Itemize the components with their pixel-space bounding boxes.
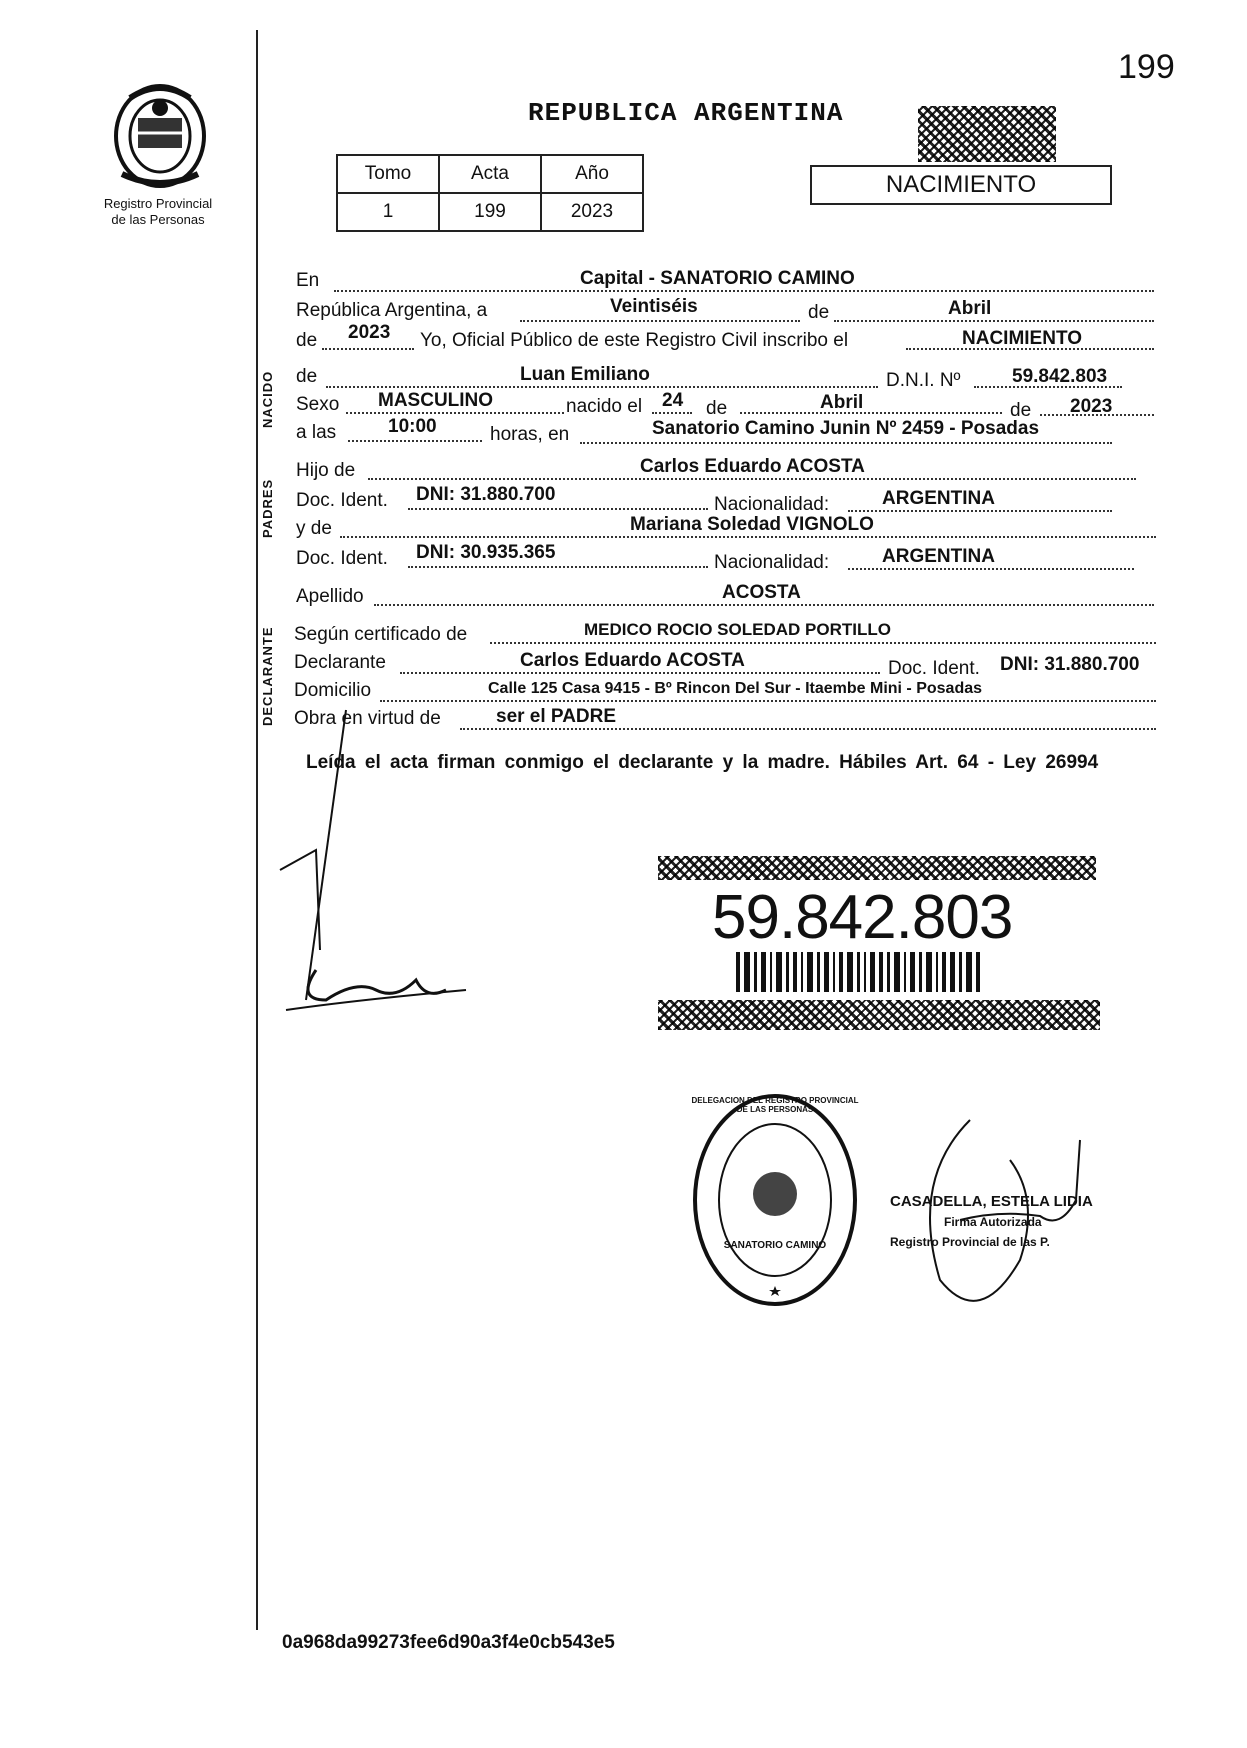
- dots-row9: [340, 536, 1156, 538]
- value-anio: 2023: [348, 322, 391, 343]
- dots-row12: [490, 642, 1156, 644]
- value-apellido: ACOSTA: [722, 582, 801, 603]
- value-nombre: Luan Emiliano: [520, 364, 650, 385]
- dots-row10b: [848, 568, 1134, 570]
- label-doc-ident1: Doc. Ident.: [296, 490, 388, 511]
- label-en: En: [296, 270, 320, 291]
- value-declarante-doc: DNI: 31.880.700: [1000, 654, 1140, 675]
- dots-row6b: [580, 442, 1112, 444]
- dots-row11: [374, 604, 1154, 606]
- declarant-signature: [276, 700, 476, 1020]
- label-obra: Obra en virtud de: [294, 708, 441, 729]
- label-republica: República Argentina, a: [296, 300, 488, 321]
- section-declarante: DECLARANTE: [260, 626, 275, 726]
- value-lugar-nac: Sanatorio Camino Junin Nº 2459 - Posadas: [652, 418, 1040, 439]
- registry-name: [88, 196, 228, 228]
- label-yo-oficial: Yo, Oficial Público de este Registro Civil inscribo el: [420, 330, 849, 351]
- dots-row5b: [652, 412, 692, 414]
- dots-row3a: [322, 348, 414, 350]
- value-acta: 199: [439, 193, 541, 231]
- dots-row14: [380, 700, 1156, 702]
- section-nacido: NACIDO: [260, 370, 275, 428]
- official-block: [890, 1192, 1093, 1252]
- value-lugar: Capital - SANATORIO CAMINO: [580, 268, 855, 289]
- value-declarante: Carlos Eduardo ACOSTA: [520, 650, 745, 671]
- dots-row7: [368, 478, 1136, 480]
- dni-label-number: 59.842.803: [712, 883, 1013, 952]
- dots-row8b: [848, 510, 1112, 512]
- label-nacionalidad2: Nacionalidad:: [714, 552, 830, 573]
- value-sexo: MASCULINO: [378, 390, 494, 411]
- stamp-outer-text: DELEGACION DEL REGISTRO PROVINCIAL DE LAS PERSONAS: [691, 1096, 859, 1114]
- country-title: REPUBLICA ARGENTINA: [528, 98, 844, 128]
- dni-label-pattern-top: [658, 856, 1096, 880]
- value-anio: 2023: [541, 193, 643, 231]
- value-dni: 59.842.803: [1012, 366, 1108, 387]
- label-de-anio: de: [1010, 400, 1032, 421]
- label-segun-cert: Según certificado de: [294, 624, 468, 645]
- label-nacido-el: nacido el: [566, 396, 643, 417]
- value-dia-nac: 24: [662, 390, 684, 411]
- dots-row5a: [346, 412, 564, 414]
- shield-icon: [100, 78, 220, 190]
- value-anio-nac: 2023: [1070, 396, 1113, 417]
- value-padre-doc: DNI: 31.880.700: [416, 484, 556, 505]
- label-dni: D.N.I. Nº: [886, 370, 961, 391]
- header-tomo: Tomo: [337, 155, 439, 193]
- value-domicilio: Calle 125 Casa 9415 - Bº Rincon Del Sur - Itaembe Mini - Posadas: [488, 680, 983, 697]
- dots-row15: [460, 728, 1156, 730]
- label-apellido: Apellido: [296, 586, 364, 607]
- label-declarante: Declarante: [294, 652, 386, 673]
- label-doc-ident2: Doc. Ident.: [296, 548, 388, 569]
- official-line2: Firma Autorizada: [944, 1215, 1042, 1229]
- label-doc-ident3: Doc. Ident.: [888, 658, 980, 679]
- security-seal: [918, 106, 1056, 162]
- value-madre: Mariana Soledad VIGNOLO: [630, 514, 874, 535]
- value-certificado: MEDICO ROCIO SOLEDAD PORTILLO: [584, 620, 891, 639]
- label-a-las: a las: [296, 422, 337, 443]
- value-madre-doc: DNI: 30.935.365: [416, 542, 556, 563]
- registry-logo: [100, 78, 220, 190]
- label-de-nombre: de: [296, 366, 318, 387]
- value-mes-nac: Abril: [820, 392, 864, 413]
- label-nacionalidad1: Nacionalidad:: [714, 494, 830, 515]
- section-padres: PADRES: [260, 478, 275, 538]
- value-dia: Veintiséis: [610, 296, 698, 317]
- act-type-box: NACIMIENTO: [810, 165, 1112, 205]
- margin-line: [256, 30, 258, 1630]
- value-padre: Carlos Eduardo ACOSTA: [640, 456, 865, 477]
- label-sexo: Sexo: [296, 394, 340, 415]
- value-obra: ser el PADRE: [496, 706, 617, 727]
- label-de2: de: [296, 330, 318, 351]
- dots-row6a: [348, 440, 482, 442]
- dots-row8a: [408, 508, 708, 510]
- dots-row1: [334, 290, 1154, 292]
- label-horas-en: horas, en: [490, 424, 570, 445]
- page-number: 199: [1118, 48, 1175, 86]
- stamp-icon: [690, 1090, 860, 1310]
- official-stamp: [690, 1090, 860, 1310]
- official-line3: Registro Provincial de las P.: [890, 1235, 1050, 1249]
- record-table: [336, 154, 644, 232]
- dots-row10a: [408, 566, 708, 568]
- dots-row5c: [740, 412, 1002, 414]
- dni-label-pattern-bottom: [658, 1000, 1100, 1030]
- dots-row2a: [520, 320, 800, 322]
- label-domicilio: Domicilio: [294, 680, 372, 701]
- registry-name-line1: Registro Provincial: [103, 196, 213, 211]
- dots-row2b: [834, 320, 1154, 322]
- value-mes: Abril: [948, 298, 992, 319]
- value-tomo: 1: [337, 193, 439, 231]
- label-y-de: y de: [296, 518, 332, 539]
- barcode-icon: [736, 952, 984, 992]
- registry-name-line2: de las Personas: [111, 212, 205, 227]
- label-hijo-de: Hijo de: [296, 460, 356, 481]
- document-hash: 0a968da99273fee6d90a3f4e0cb543e5: [282, 1632, 615, 1653]
- header-anio: Año: [541, 155, 643, 193]
- stamp-inner-text: SANATORIO CAMINO: [723, 1240, 827, 1251]
- header-acta: Acta: [439, 155, 541, 193]
- label-de1: de: [808, 302, 830, 323]
- dots-row13a: [400, 672, 880, 674]
- value-tipo: NACIMIENTO: [962, 328, 1082, 349]
- dots-row4a: [326, 386, 878, 388]
- value-madre-nac: ARGENTINA: [882, 546, 995, 567]
- closing-text: Leída el acta firman conmigo el declarante y la madre. Hábiles Art. 64 - Ley 26994: [306, 752, 1099, 773]
- official-name: CASADELLA, ESTELA LIDIA: [890, 1193, 1093, 1210]
- value-padre-nac: ARGENTINA: [882, 488, 995, 509]
- value-hora: 10:00: [388, 416, 437, 437]
- label-de-mes: de: [706, 398, 728, 419]
